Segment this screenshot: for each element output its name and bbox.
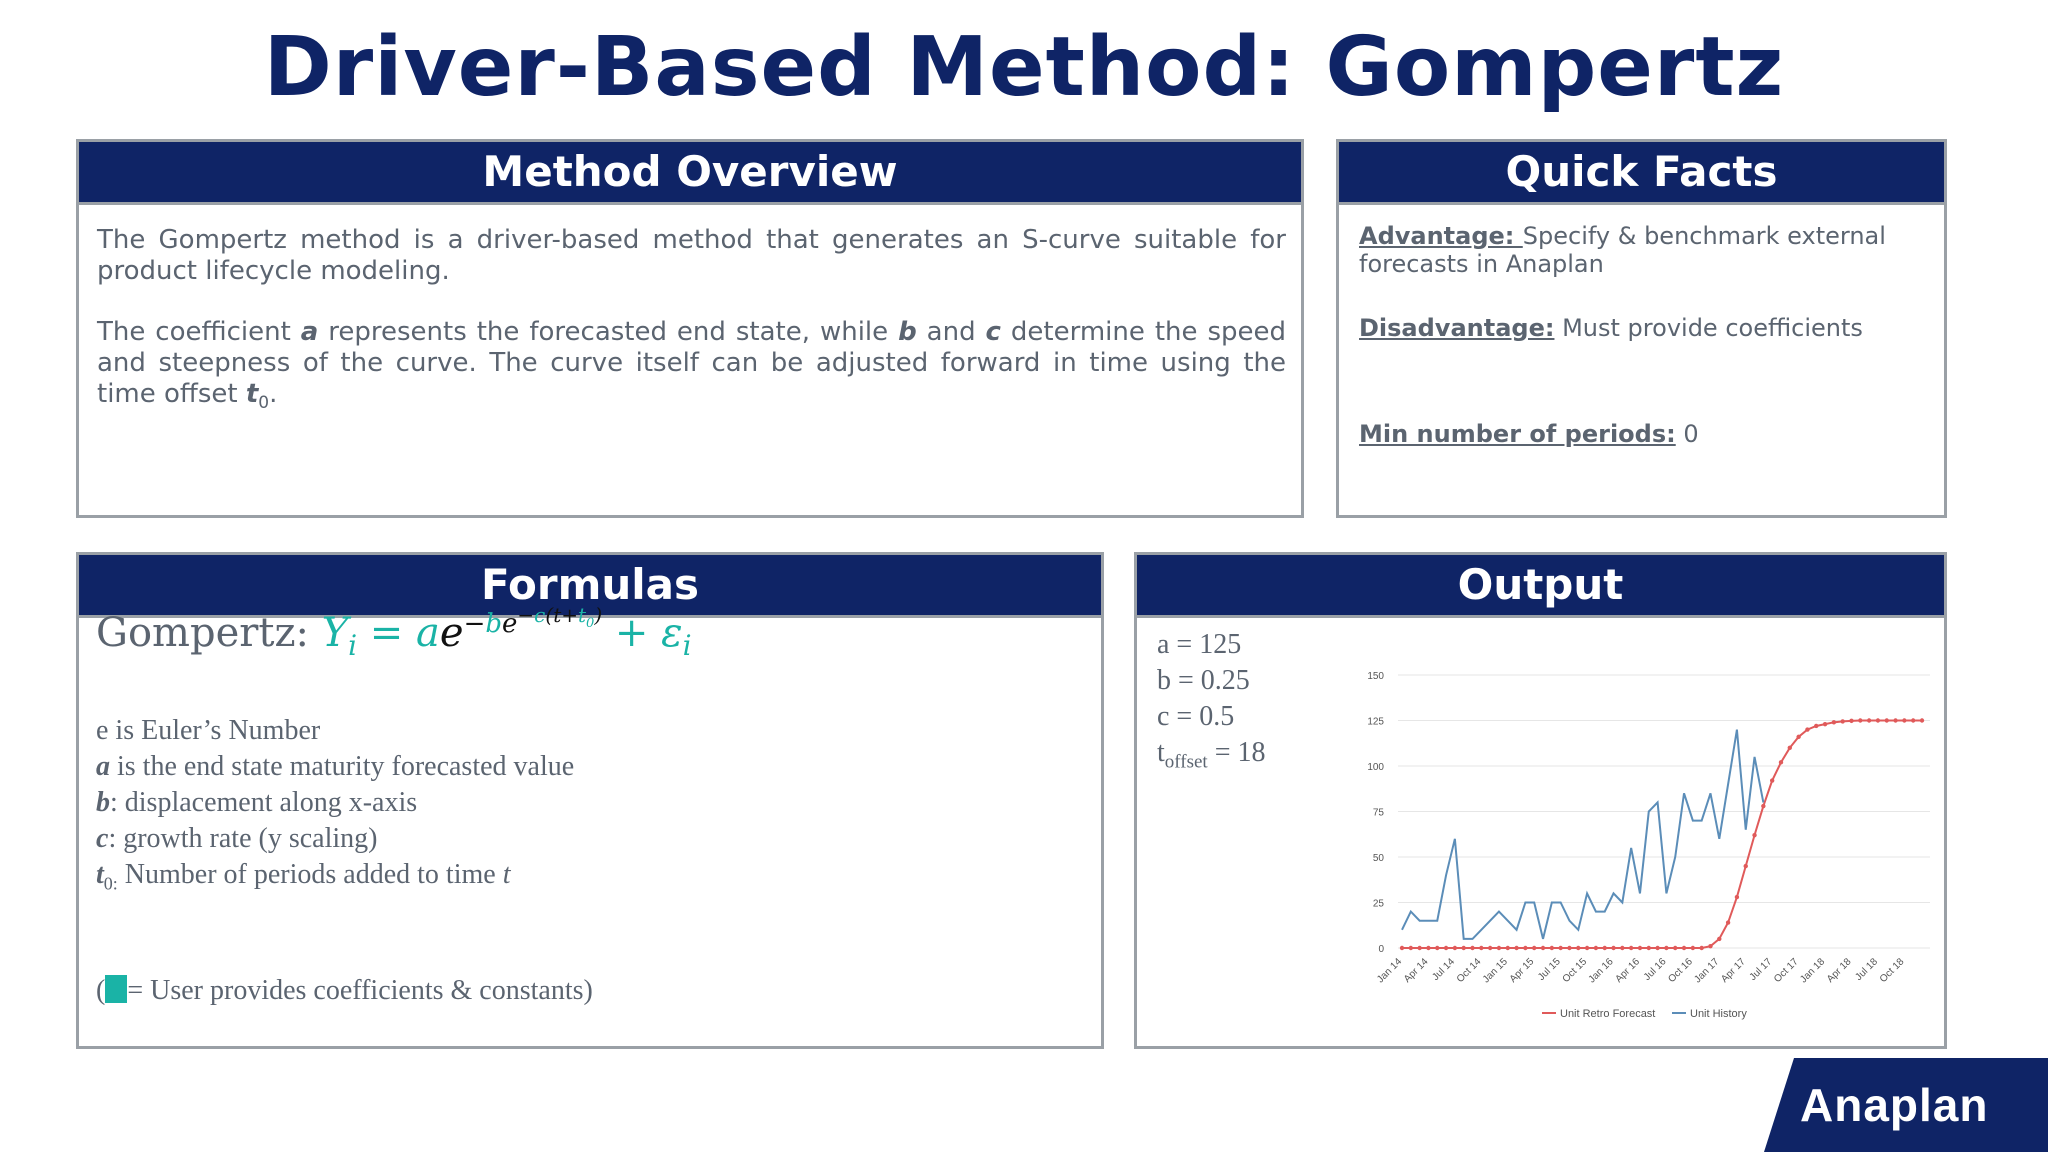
forecast-point	[1629, 946, 1633, 950]
x-tick-label: Jan 17	[1692, 956, 1722, 986]
forecast-point	[1558, 946, 1562, 950]
page-title: Driver-Based Method: Gompertz	[263, 20, 1785, 115]
def-b: b: displacement along x-axis	[96, 787, 418, 818]
forecast-point	[1893, 718, 1897, 722]
y-tick-label: 100	[1367, 762, 1384, 773]
forecast-point	[1788, 746, 1792, 750]
y-tick-label: 150	[1367, 671, 1384, 682]
y-tick-label: 25	[1372, 898, 1384, 910]
forecast-point	[1920, 718, 1924, 722]
forecast-point	[1805, 727, 1809, 731]
series-line-unit-history	[1402, 730, 1763, 939]
formula-definitions	[96, 713, 574, 902]
forecast-point	[1523, 946, 1527, 950]
forecast-point	[1752, 833, 1756, 837]
forecast-point	[1497, 946, 1501, 950]
y-tick-label: 125	[1367, 716, 1384, 728]
def-a: a is the end state maturity forecasted value	[96, 751, 575, 782]
method-overview-panel	[76, 139, 1304, 518]
x-tick-label: Jul 16	[1641, 956, 1669, 983]
forecast-point	[1585, 946, 1589, 950]
forecast-point	[1567, 946, 1571, 950]
x-tick-label: Jul 17	[1747, 956, 1775, 983]
forecast-point	[1611, 946, 1615, 950]
disadvantage-label: Disadvantage:	[1359, 314, 1555, 342]
forecast-point	[1840, 719, 1844, 723]
forecast-point	[1682, 946, 1686, 950]
x-tick-label: Oct 16	[1666, 956, 1695, 985]
forecast-point	[1717, 937, 1721, 941]
x-tick-label: Apr 18	[1824, 956, 1854, 985]
method-overview-header: Method Overview	[79, 142, 1301, 205]
x-tick-label: Jul 18	[1853, 956, 1881, 983]
forecast-point	[1726, 920, 1730, 924]
anaplan-logo-text: Anaplan	[1800, 1079, 1989, 1131]
quick-facts-body	[1339, 205, 1944, 448]
forecast-point	[1691, 946, 1695, 950]
forecast-point	[1461, 946, 1465, 950]
x-tick-label: Jan 14	[1375, 956, 1405, 986]
forecast-point	[1409, 946, 1413, 950]
forecast-point	[1488, 946, 1492, 950]
param-c: c = 0.5	[1157, 701, 1235, 732]
forecast-point	[1770, 778, 1774, 782]
x-tick-label: Oct 14	[1454, 956, 1484, 985]
def-t0: $t_{0:}$ Number of periods added to time t	[96, 859, 511, 894]
output-header: Output	[1137, 555, 1944, 618]
x-tick-label: Oct 15	[1560, 956, 1590, 985]
forecast-point	[1832, 720, 1836, 724]
forecast-point	[1814, 724, 1818, 728]
advantage-label: Advantage:	[1359, 222, 1523, 250]
forecast-point	[1620, 946, 1624, 950]
def-e: e is Euler’s Number	[96, 715, 321, 746]
min-periods-text: 0	[1675, 420, 1699, 448]
x-tick-label: Jan 18	[1798, 956, 1828, 986]
forecast-point	[1532, 946, 1536, 950]
forecast-point	[1867, 718, 1871, 722]
y-tick-label: 50	[1372, 853, 1384, 864]
x-tick-label: Apr 16	[1613, 956, 1643, 985]
forecast-point	[1417, 946, 1421, 950]
forecast-point	[1655, 946, 1659, 950]
forecast-point	[1426, 946, 1430, 950]
legend-label: Unit Retro Forecast	[1560, 1008, 1656, 1020]
forecast-point	[1744, 864, 1748, 868]
advantage-text: Specify & benchmark external forecasts in Anaplan	[1359, 222, 1886, 278]
forecast-point	[1779, 760, 1783, 764]
forecast-point	[1576, 946, 1580, 950]
forecast-point	[1902, 718, 1906, 722]
forecast-point	[1761, 804, 1765, 808]
forecast-point	[1541, 946, 1545, 950]
x-tick-label: Apr 15	[1507, 956, 1537, 985]
forecast-point	[1479, 946, 1483, 950]
teal-swatch	[105, 975, 127, 1003]
legend-label: Unit History	[1690, 1008, 1747, 1020]
overview-paragraph-2: The coefficient a represents the forecasted end state, while b and c determine the speed and steepness of the curve. The curve itself can be adjusted forward in time using the time offset $t_0$.	[97, 317, 1286, 414]
x-tick-label: Jan 15	[1480, 956, 1510, 986]
x-tick-label: Oct 17	[1772, 956, 1801, 985]
quick-facts-header: Quick Facts	[1339, 142, 1944, 205]
forecast-point	[1400, 946, 1404, 950]
forecast-point	[1453, 946, 1457, 950]
param-a: a = 125	[1157, 629, 1242, 660]
forecast-point	[1603, 946, 1607, 950]
forecast-point	[1444, 946, 1448, 950]
forecast-point	[1435, 946, 1439, 950]
param-t-offset: $t_{offset} = 18$	[1157, 737, 1266, 773]
fact-disadvantage	[1359, 314, 1924, 342]
disadvantage-text: Must provide coefficients	[1554, 314, 1863, 342]
user-provides-note: ( = User provides coefficients & constants)	[96, 975, 593, 1006]
forecast-point	[1514, 946, 1518, 950]
gompertz-formula: Gompertz: $Y_i = ae^{-be^{-c(t+t_0)}} + \varepsilon_i$	[96, 603, 692, 662]
forecast-point	[1673, 946, 1677, 950]
gompertz-chart	[1137, 555, 1944, 1046]
forecast-point	[1708, 944, 1712, 948]
x-tick-label: Oct 18	[1877, 956, 1907, 985]
formulas-panel	[76, 552, 1104, 1049]
formulas-header: Formulas	[79, 555, 1101, 618]
y-tick-label: 0	[1378, 944, 1384, 955]
forecast-point	[1699, 946, 1703, 950]
forecast-point	[1470, 946, 1474, 950]
min-periods-label: Min number of periods:	[1359, 420, 1676, 448]
x-tick-label: Apr 17	[1719, 956, 1748, 985]
forecast-point	[1735, 895, 1739, 899]
output-panel	[1134, 552, 1947, 1049]
def-c: c: growth rate (y scaling)	[96, 823, 378, 854]
method-overview-body	[79, 205, 1301, 419]
fact-advantage	[1359, 222, 1924, 278]
quick-facts-panel	[1336, 139, 1947, 518]
forecast-point	[1550, 946, 1554, 950]
x-tick-label: Jan 16	[1586, 956, 1616, 986]
series-line-retro-forecast	[1402, 721, 1922, 949]
x-tick-label: Jul 15	[1536, 956, 1563, 983]
x-tick-label: Apr 14	[1401, 956, 1431, 985]
forecast-point	[1823, 722, 1827, 726]
forecast-point	[1876, 718, 1880, 722]
forecast-point	[1638, 946, 1642, 950]
overview-paragraph-1: The Gompertz method is a driver-based method that generates an S-curve suitable for product lifecycle modeling.	[97, 225, 1286, 286]
forecast-point	[1664, 946, 1668, 950]
forecast-point	[1885, 718, 1889, 722]
forecast-point	[1506, 946, 1510, 950]
forecast-point	[1647, 946, 1651, 950]
fact-min-periods	[1359, 420, 1924, 448]
y-tick-label: 75	[1372, 807, 1384, 819]
forecast-point	[1594, 946, 1598, 950]
forecast-point	[1858, 718, 1862, 722]
forecast-point	[1796, 735, 1800, 739]
param-b: b = 0.25	[1157, 665, 1250, 696]
forecast-point	[1911, 718, 1915, 722]
x-tick-label: Jul 14	[1430, 956, 1458, 983]
forecast-point	[1849, 719, 1853, 723]
